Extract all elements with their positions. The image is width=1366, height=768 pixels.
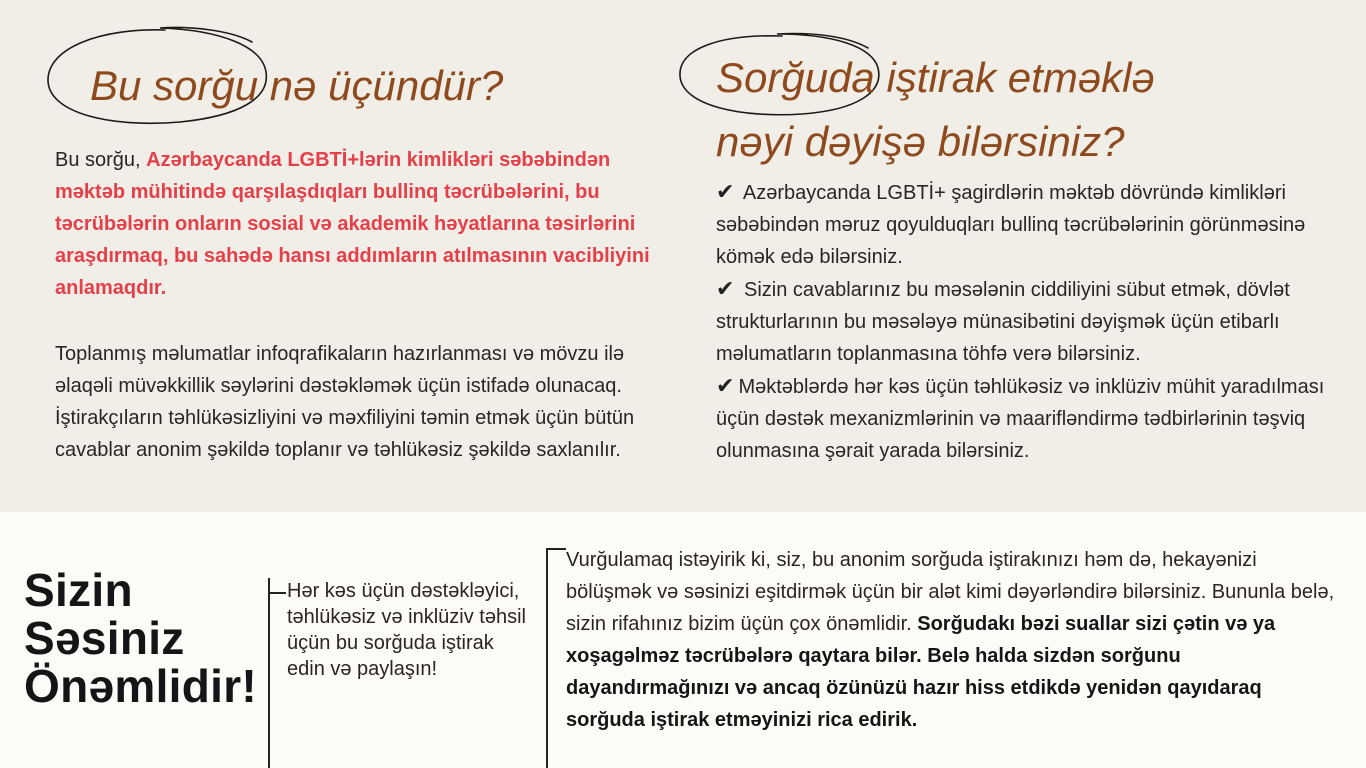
note-regular-text: Vurğulamaq istəyirik ki, siz, bu anonim sorğuda iştirakınızı həm də, hekayənizi bölüşmək və səsinizi eşitdirmək üçün bir alət kimi dəyərləndirə bilərsiniz. Bununla belə, sizin rifahınız bizim üçün çox önəmlidir.	[566, 549, 1335, 635]
support-bracket-horizontal	[268, 592, 286, 594]
right-heading-line-2: nəyi dəyişə bilərsiniz?	[716, 118, 1125, 165]
purpose-highlight: Azərbaycanda LGBTİ+lərin kimlikləri səbəbindən məktəb mühitində qarşılaşdıqları bullinq təcrübələrini, bu təcrübələrin onların sosial və akademik həyatlarına təsirlərini araşdırmaq, bu sahədə hansı addımların atılmasının vacibliyini anlamaqdır.	[55, 149, 650, 299]
check-icon: ✔	[716, 179, 735, 204]
benefit-text: Məktəblərdə hər kəs üçün təhlükəsiz və inklüziv mühit yaradılması üçün dəstək mexanizmlərinin və maarifləndirmə tədbirlərinin təşviq olunmasına şərait yarada bilərsiniz.	[716, 376, 1325, 462]
title-line: Sizin	[24, 564, 133, 616]
data-usage-paragraph: Toplanmış məlumatlar infoqrafikaların hazırlanması və mövzu ilə əlaqəli müvəkkillik səylərini dəstəkləmək üçün istifadə olunacaq. İştirakçıların təhlükəsizliyini və məxfiliyini təmin etmək üçün bütün cavablar anonim şəkildə toplanır və təhlükəsiz şəkildə saxlanılır.	[55, 343, 635, 461]
benefit-item	[716, 176, 1336, 273]
benefit-text: Azərbaycanda LGBTİ+ şagirdlərin məktəb dövründə kimlikləri səbəbindən məruz qoyulduqları bullinq təcrübələrinin görünməsinə kömək edə bilərsiniz.	[716, 182, 1306, 268]
survey-purpose-paragraph	[55, 144, 665, 304]
right-heading	[716, 46, 1155, 174]
benefit-item	[716, 370, 1336, 467]
right-heading-line-1: Sorğuda iştirak etməklə	[716, 54, 1155, 101]
support-call-to-action: Hər kəs üçün dəstəkləyici, təhlükəsiz və inklüziv təhsil üçün bu sorğuda iştirak edin və paylaşın!	[287, 580, 526, 680]
your-voice-matters-title	[24, 566, 257, 710]
support-bracket-vertical	[268, 578, 270, 768]
note-bold-text: Sorğudakı bəzi suallar sizi çətin və ya xoşagəlməz təcrübələrə qaytara bilər. Belə halda sizdən sorğunu dayandırmağınızı və ancaq özünüzü hazır hiss etdikdə yenidən qayıdaraq sorğuda iştirak etməyinizi rica edirik.	[566, 613, 1276, 731]
wellbeing-note-paragraph	[566, 544, 1346, 736]
benefit-text: Sizin cavablarınız bu məsələnin ciddiliyini sübut etmək, dövlət strukturlarının bu məsələyə münasibətini dəyişmək üçün etibarlı məlumatların toplanmasına töhfə verə bilərsiniz.	[716, 279, 1290, 365]
check-icon: ✔	[716, 276, 735, 301]
title-line: Önəmlidir!	[24, 660, 258, 712]
benefits-list	[716, 176, 1336, 467]
check-icon: ✔	[716, 373, 735, 398]
note-bracket-horizontal	[546, 548, 566, 550]
left-heading: Bu sorğu nə üçündür?	[90, 62, 504, 109]
purpose-prefix: Bu sorğu,	[55, 149, 147, 171]
benefit-item	[716, 273, 1336, 370]
title-line: Səsiniz	[24, 612, 185, 664]
note-bracket-vertical	[546, 548, 548, 768]
